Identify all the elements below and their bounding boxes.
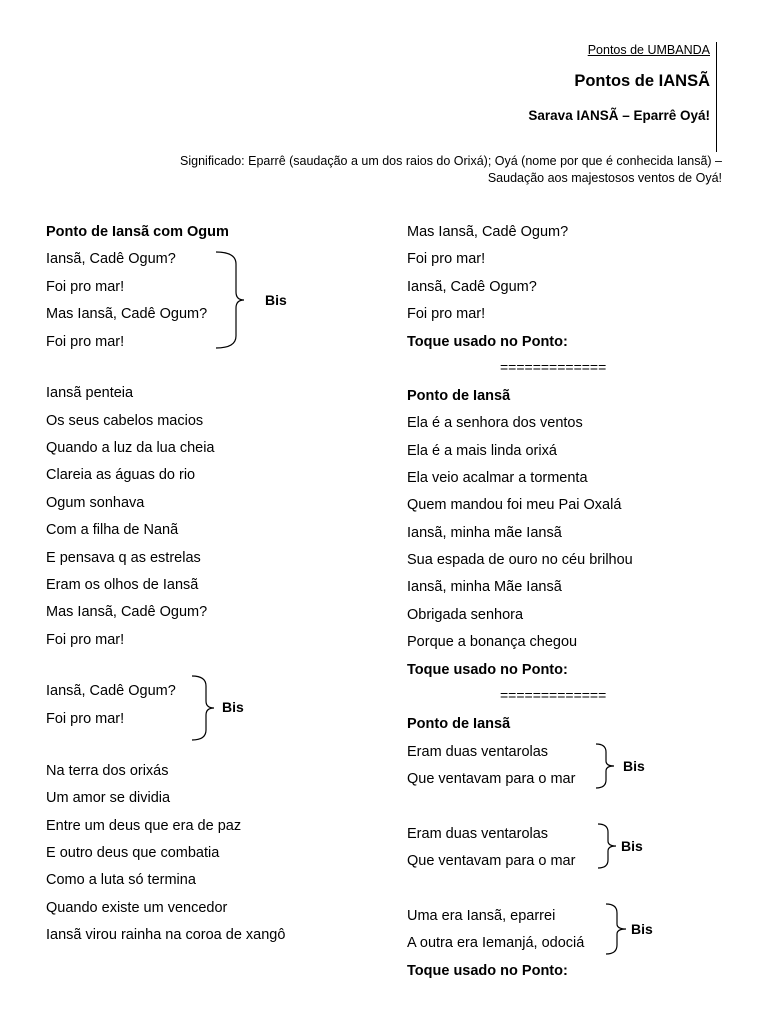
lyric-line: Quando a luz da lua cheia (46, 440, 215, 456)
lyric-line: Mas Iansã, Cadê Ogum? (407, 224, 569, 240)
page-title: Pontos de IANSÃ (574, 72, 710, 90)
lyric-line: Mas Iansã, Cadê Ogum? (46, 604, 208, 620)
lyric-line: Ela é a mais linda orixá (407, 443, 557, 459)
lyric-line: Iansã virou rainha na coroa de xangô (46, 927, 286, 943)
lyric-line: Que ventavam para o mar (407, 853, 576, 869)
lyric-line: Na terra dos orixás (46, 763, 169, 779)
series-title: Pontos de UMBANDA (587, 43, 710, 57)
repeat-brace (604, 904, 630, 956)
section-title: Ponto de Iansã (407, 388, 511, 404)
lyric-line: Que ventavam para o mar (407, 771, 576, 787)
lyric-line: Quem mandou foi meu Pai Oxalá (407, 497, 622, 513)
lyric-line: Foi pro mar! (46, 279, 125, 295)
separator: ============= (500, 687, 607, 703)
lyric-line: Mas Iansã, Cadê Ogum? (46, 306, 208, 322)
lyric-line: A outra era Iemanjá, odociá (407, 935, 585, 951)
lyric-line: Foi pro mar! (407, 251, 486, 267)
repeat-brace (214, 252, 244, 350)
lyric-line: Obrigada senhora (407, 607, 524, 623)
toque-label: Toque usado no Ponto: (407, 334, 568, 350)
bis-label: Bis (621, 838, 643, 854)
meaning-text (62, 153, 722, 187)
bis-label: Bis (623, 758, 645, 774)
lyric-line: Quando existe um vencedor (46, 900, 228, 916)
lyric-line: Iansã, Cadê Ogum? (46, 683, 176, 699)
salutation: Sarava IANSÃ – Eparrê Oyá! (528, 108, 710, 123)
repeat-brace (596, 824, 620, 870)
lyric-line: E outro deus que combatia (46, 845, 220, 861)
lyric-line: Iansã, minha Mãe Iansã (407, 579, 562, 595)
meaning-line-2: Saudação aos majestosos ventos de Oyá! (487, 171, 722, 185)
meaning-line-1: Significado: Eparrê (saudação a um dos raios do Orixá); Oyá (nome por que é conhecida Iansã) – (180, 154, 722, 168)
lyric-line: Ela é a senhora dos ventos (407, 415, 583, 431)
toque-label: Toque usado no Ponto: (407, 662, 568, 678)
lyric-line: Uma era Iansã, eparrei (407, 908, 556, 924)
lyric-line: Foi pro mar! (46, 334, 125, 350)
lyric-line: Eram duas ventarolas (407, 826, 549, 842)
lyric-line: Sua espada de ouro no céu brilhou (407, 552, 633, 568)
bis-label: Bis (631, 921, 653, 937)
lyric-line: Foi pro mar! (46, 632, 125, 648)
section-title: Ponto de Iansã com Ogum (46, 224, 229, 240)
lyric-line: E pensava q as estrelas (46, 550, 201, 566)
lyric-line: Eram os olhos de Iansã (46, 577, 199, 593)
lyric-line: Como a luta só termina (46, 872, 196, 888)
lyric-line: Clareia as águas do rio (46, 467, 196, 483)
separator: ============= (500, 359, 607, 375)
section-title: Ponto de Iansã (407, 716, 511, 732)
lyric-line: Iansã, Cadê Ogum? (46, 251, 176, 267)
lyric-line: Eram duas ventarolas (407, 744, 549, 760)
lyric-line: Iansã, Cadê Ogum? (407, 279, 537, 295)
lyric-line: Com a filha de Nanã (46, 522, 179, 538)
lyric-line: Iansã, minha mãe Iansã (407, 525, 562, 541)
bis-label: Bis (222, 699, 244, 715)
lyric-line: Iansã penteia (46, 385, 134, 401)
bis-label: Bis (265, 292, 287, 308)
repeat-brace (190, 676, 216, 742)
lyric-line: Foi pro mar! (407, 306, 486, 322)
lyric-line: Porque a bonança chegou (407, 634, 578, 650)
lyric-line: Ela veio acalmar a tormenta (407, 470, 588, 486)
lyric-line: Foi pro mar! (46, 711, 125, 727)
header-vertical-rule (716, 42, 717, 152)
lyric-line: Os seus cabelos macios (46, 413, 204, 429)
lyric-line: Ogum sonhava (46, 495, 145, 511)
toque-label: Toque usado no Ponto: (407, 963, 568, 979)
lyric-line: Um amor se dividia (46, 790, 171, 806)
lyric-line: Entre um deus que era de paz (46, 818, 242, 834)
repeat-brace (594, 744, 618, 790)
